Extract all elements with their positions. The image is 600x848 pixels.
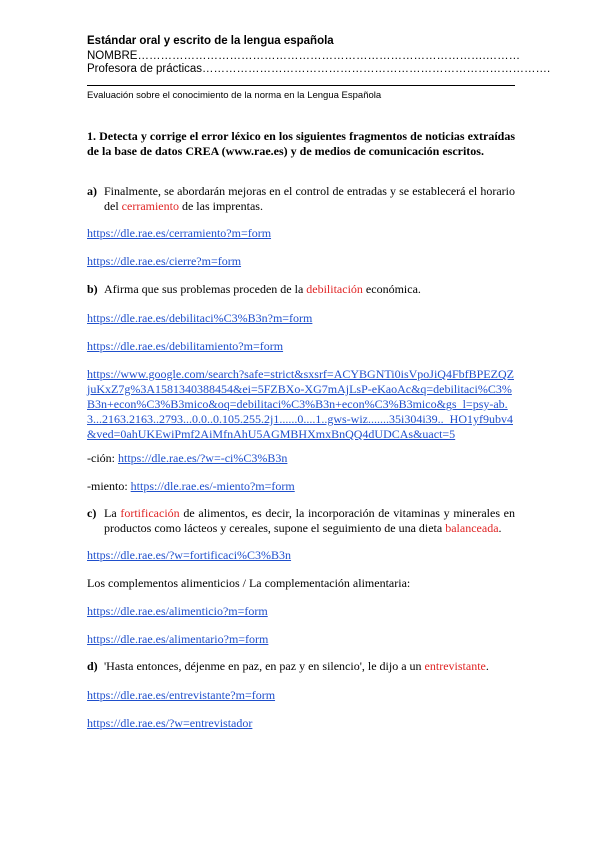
link-debilitacion[interactable]: https://dle.rae.es/debilitaci%C3%B3n?m=form [87, 311, 313, 325]
name-field-line: NOMBRE……………………………………………………………………………….……… [87, 50, 521, 62]
error-word-debilitacion: debilitación [306, 282, 363, 296]
document-title: Estándar oral y escrito de la lengua española [87, 35, 334, 47]
error-word-fortificacion: fortificación [120, 506, 180, 520]
cion-line: -ción: https://dle.rae.es/?w=-ci%C3%B3n [87, 451, 288, 465]
miento-line: -miento: https://dle.rae.es/-miento?m=form [87, 479, 295, 493]
error-word-balanceada: balanceada [445, 521, 499, 535]
error-word-entrevistante: entrevistante [424, 659, 486, 673]
item-label-a: a) [87, 184, 97, 198]
item-text-a: Finalmente, se abordarán mejoras en el control de entradas y se establecerá el horario del cerramiento de las imprentas. [104, 184, 515, 213]
header-divider [87, 85, 515, 86]
link-google-search[interactable]: https://www.google.com/search?safe=strict&sxsrf=ACYBGNTi0isVpoJiQ4FbfBPEZQZjuKxZ7g%3A1581340388454&ei=5FZBXo-XG7mAjLsP-eKaoAc&q=debilitaci%C3%B3n+econ%C3%B3mico&oq=debilitaci%C3%B3n+econ%C3%B3mico&gs_l=psy-ab.3...2163.2163..2793...0.0..0.105.255.2j1......0....1..gws-wiz.......35i304i39.._HO1yf9ubv4&ved=0ahUKEwiPmf2AiMfnAhU5AGMBHXmxBnQQ4dUDCAs&uact=5 [87, 367, 514, 441]
item-text-c: La fortificación de alimentos, es decir, la incorporación de vitaminas y minerales en productos como lácteos y cereales, supone el seguimiento de una dieta balanceada. [104, 506, 516, 535]
document-subtitle: Evaluación sobre el conocimiento de la norma en la Lengua Española [87, 90, 382, 101]
link-entrevistante[interactable]: https://dle.rae.es/entrevistante?m=form [87, 688, 276, 702]
link-cion[interactable]: https://dle.rae.es/?w=-ci%C3%B3n [118, 451, 288, 465]
item-label-b: b) [87, 282, 98, 296]
item-text-d: 'Hasta entonces, déjenme en paz, en paz y en silencio', le dijo a un entrevistante. [104, 659, 489, 673]
complementos-text: Los complementos alimenticios / La complementación alimentaria: [87, 576, 411, 590]
item-label-d: d) [87, 659, 98, 673]
link-alimentario[interactable]: https://dle.rae.es/alimentario?m=form [87, 632, 269, 646]
link-fortificacion[interactable]: https://dle.rae.es/?w=fortificaci%C3%B3n [87, 548, 292, 562]
item-label-c: c) [87, 506, 97, 520]
teacher-field-line: Profesora de prácticas………………………………………………………………………………. [87, 63, 551, 75]
link-miento[interactable]: https://dle.rae.es/-miento?m=form [130, 479, 295, 493]
error-word-cerramiento: cerramiento [121, 199, 179, 213]
link-cierre[interactable]: https://dle.rae.es/cierre?m=form [87, 254, 242, 268]
link-alimenticio[interactable]: https://dle.rae.es/alimenticio?m=form [87, 604, 268, 618]
link-cerramiento[interactable]: https://dle.rae.es/cerramiento?m=form [87, 226, 272, 240]
link-debilitamiento[interactable]: https://dle.rae.es/debilitamiento?m=form [87, 339, 284, 353]
link-entrevistador[interactable]: https://dle.rae.es/?w=entrevistador [87, 716, 253, 730]
question-1: 1. Detecta y corrige el error léxico en los siguientes fragmentos de noticias extraídas de la base de datos CREA (www.rae.es) y de medios de comunicación escritos. [87, 129, 515, 158]
item-text-b: Afirma que sus problemas proceden de la debilitación económica. [104, 282, 421, 296]
